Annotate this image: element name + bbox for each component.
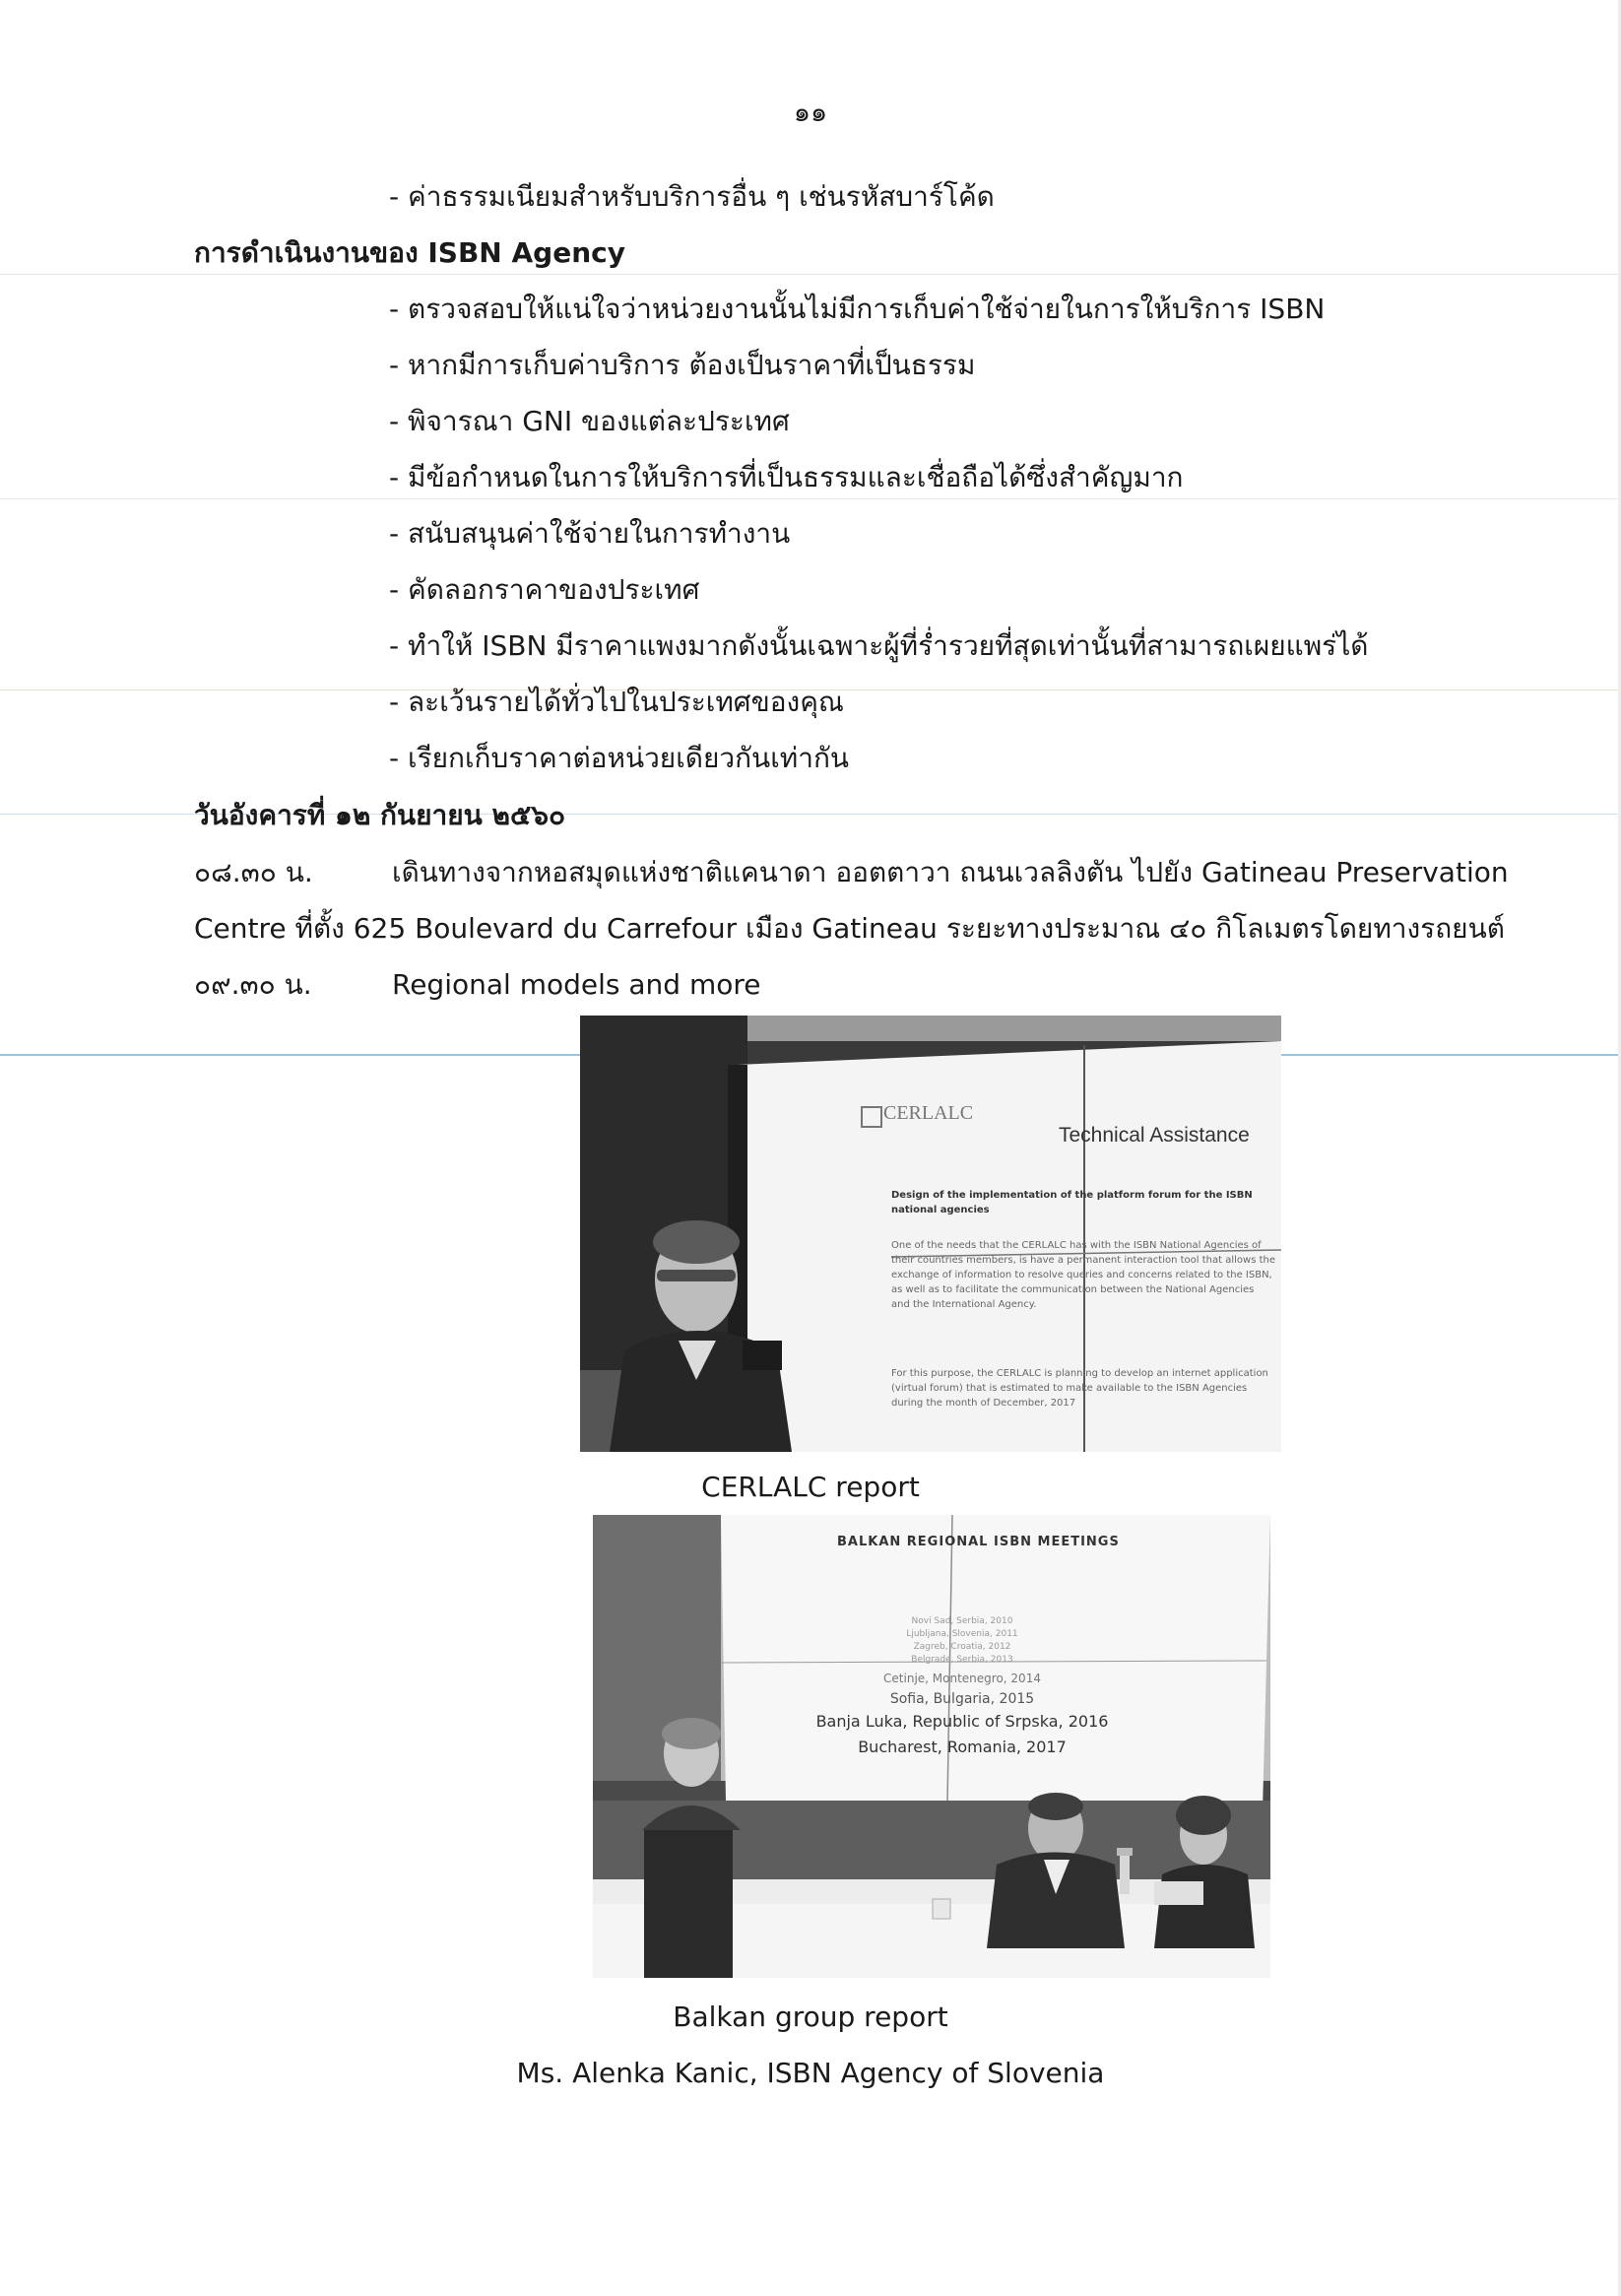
date-heading: วันอังคารที่ ๑๒ กันยายน ๒๕๖๐: [194, 799, 566, 831]
bullet-item: - ค่าธรรมเนียมสำหรับบริการอื่น ๆ เช่นรหัสบาร์โค้ด: [389, 180, 995, 213]
meeting-item: Banja Luka, Republic of Srpska, 2016: [815, 1712, 1109, 1731]
bullet-item: - ตรวจสอบให้แน่ใจว่าหน่วยงานนั้นไม่มีการเก็บค่าใช้จ่ายในการให้บริการ ISBN: [389, 293, 1326, 325]
bullet-item: - หากมีการเก็บค่าบริการ ต้องเป็นราคาที่เป็นธรรม: [389, 349, 976, 381]
meeting-item: Sofia, Bulgaria, 2015: [889, 1691, 1035, 1707]
balkan-photo: [593, 1515, 1270, 1978]
slide-title: BALKAN REGIONAL ISBN MEETINGS: [837, 1535, 1120, 1549]
photo-caption-credit: Ms. Alenka Kanic, ISBN Agency of Slovenia: [516, 2057, 1105, 2089]
scan-artifact-line: [0, 498, 1621, 499]
meeting-item: Belgrade, Serbia, 2013: [911, 1655, 1013, 1665]
schedule-text-continuation: Centre ที่ตั้ง 625 Boulevard du Carrefour เมือง Gatineau ระยะทางประมาณ ๔๐ กิโลเมตรโดยทางรถยนต์: [194, 912, 1505, 945]
schedule-text: เดินทางจากหอสมุดแห่งชาติแคนาดา ออตตาวา ถนนเวลลิงตัน ไปยัง Gatineau Preservation: [392, 856, 1509, 888]
cerlalc-logo-icon: [861, 1106, 882, 1128]
section-heading: การดำเนินงานของ ISBN Agency: [194, 236, 625, 269]
meeting-item: Cetinje, Montenegro, 2014: [883, 1672, 1041, 1685]
schedule-time: ๐๙.๓๐ น.: [194, 968, 312, 1001]
slide-paragraph: One of the needs that the CERLALC has with the ISBN National Agencies of their countries members, is have a permanent interaction tool that allows the exchange of information to resolve queries and concerns related to the ISBN, as well as to facilitate the communication between the National Agencies and the International Agency.: [891, 1240, 1275, 1310]
slide-title: Technical Assistance: [1059, 1124, 1250, 1147]
meeting-item: Bucharest, Romania, 2017: [858, 1738, 1067, 1756]
bullet-item: - คัดลอกราคาของประเทศ: [389, 573, 700, 606]
meeting-item: Novi Sad, Serbia, 2010: [911, 1616, 1013, 1626]
photo-caption: Balkan group report: [673, 2001, 948, 2033]
meeting-item: Ljubljana, Slovenia, 2011: [906, 1629, 1018, 1639]
slide-logo: CERLALC: [883, 1102, 974, 1124]
scan-artifact-line: [0, 274, 1621, 275]
schedule-text: Regional models and more: [392, 968, 761, 1001]
page-number: ๑๑: [793, 98, 828, 128]
bullet-item: - พิจารณา GNI ของแต่ละประเทศ: [389, 405, 790, 437]
slide-subtitle: Design of the implementation of the platform forum for the ISBN national agencies: [891, 1190, 1253, 1215]
meeting-item: Zagreb, Croatia, 2012: [913, 1642, 1011, 1652]
bullet-item: - ละเว้นรายได้ทั่วไปในประเทศของคุณ: [389, 686, 844, 718]
bullet-item: - เรียกเก็บราคาต่อหน่วยเดียวกันเท่ากัน: [389, 742, 850, 774]
slide-paragraph: For this purpose, the CERLALC is planning to develop an internet application (virtual forum) that is estimated to make available to the ISBN Agencies during the month of December, 2017: [891, 1368, 1268, 1409]
cerlalc-photo: [580, 1016, 1281, 1452]
photo-caption: CERLALC report: [701, 1471, 920, 1503]
bullet-item: - สนับสนุนค่าใช้จ่ายในการทำงาน: [389, 517, 791, 550]
schedule-time: ๐๘.๓๐ น.: [194, 856, 313, 888]
bullet-item: - มีข้อกำหนดในการให้บริการที่เป็นธรรมและเชื่อถือได้ซึ่งสำคัญมาก: [389, 461, 1184, 493]
bullet-item: - ทำให้ ISBN มีราคาแพงมากดังนั้นเฉพาะผู้ที่ร่ำรวยที่สุดเท่านั้นที่สามารถเผยแพร่ได้: [389, 629, 1369, 662]
